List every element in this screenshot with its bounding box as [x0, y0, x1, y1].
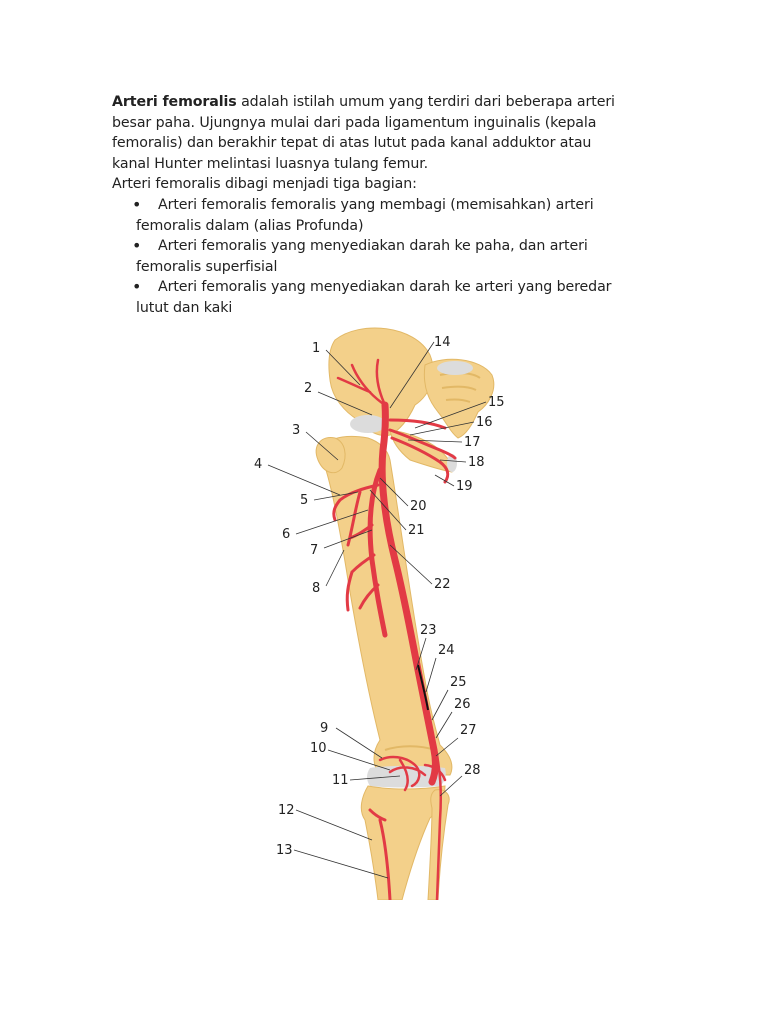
list-item-line-1: Arteri femoralis yang menyediakan darah ke paha, dan arteri	[158, 238, 588, 255]
callout-label-27: 27	[460, 723, 477, 738]
callout-label-9: 9	[320, 721, 329, 736]
division-intro: Arteri femoralis dibagi menjadi tiga bagian:	[112, 176, 417, 193]
callout-label-12: 12	[278, 803, 295, 818]
callout-label-3: 3	[292, 423, 301, 438]
sacral-disc	[437, 361, 473, 375]
callout-label-6: 6	[282, 527, 291, 542]
term-arteri-femoralis: Arteri femoralis	[112, 94, 237, 110]
callout-label-28: 28	[464, 763, 481, 778]
callout-label-5: 5	[300, 493, 309, 508]
callout-label-24: 24	[438, 643, 455, 658]
callout-label-26: 26	[454, 697, 471, 712]
bullet-icon: •	[132, 194, 142, 214]
callout-label-18: 18	[468, 455, 485, 470]
femoral-head-cartilage	[350, 415, 386, 433]
intro-line-2: besar paha. Ujungnya mulai dari pada ligamentum inguinalis (kepala	[112, 114, 597, 131]
leader-line-8	[326, 550, 344, 586]
pelvic-branch-arteries	[390, 420, 455, 482]
callout-label-13: 13	[276, 843, 293, 858]
intro-line-3: femoralis) dan berakhir tepat di atas lutut pada kanal adduktor atau	[112, 135, 592, 152]
callout-label-17: 17	[464, 435, 481, 450]
callout-label-19: 19	[456, 479, 473, 494]
list-item-line-2: femoralis dalam (alias Profunda)	[136, 217, 364, 234]
list-item	[112, 277, 652, 318]
list-item-line-1: Arteri femoralis yang menyediakan darah ke arteri yang beredar	[158, 279, 612, 296]
list-item	[112, 236, 652, 277]
callout-label-11: 11	[332, 773, 349, 788]
callout-label-10: 10	[310, 741, 327, 756]
femoral-artery-illustration	[240, 320, 540, 900]
callout-label-16: 16	[476, 415, 493, 430]
intro-line-4: kanal Hunter melintasi luasnya tulang femur.	[112, 155, 429, 172]
callout-label-8: 8	[312, 581, 321, 596]
callout-label-21: 21	[408, 523, 425, 538]
callout-label-15: 15	[488, 395, 505, 410]
callout-label-23: 23	[420, 623, 437, 638]
callout-label-4: 4	[254, 457, 263, 472]
bullet-icon: •	[132, 236, 142, 256]
parts-list	[112, 195, 652, 319]
list-item-line-2: lutut dan kaki	[136, 299, 233, 316]
callout-label-22: 22	[434, 577, 451, 592]
greater-trochanter	[316, 437, 345, 472]
callout-label-7: 7	[310, 543, 319, 558]
callout-label-20: 20	[410, 499, 427, 514]
intro-line-1: adalah istilah umum yang terdiri dari beberapa arteri	[236, 94, 615, 110]
list-item	[112, 195, 652, 236]
callout-label-14: 14	[434, 335, 451, 350]
article-text	[112, 92, 652, 319]
leader-line-9	[336, 728, 382, 758]
intro-paragraph	[112, 92, 652, 174]
anatomy-svg	[240, 320, 540, 900]
list-item-line-2: femoralis superfisial	[136, 258, 278, 275]
callout-label-2: 2	[304, 381, 313, 396]
leader-line-25	[432, 690, 448, 720]
leader-line-19	[435, 475, 454, 486]
list-item-line-1: Arteri femoralis femoralis yang membagi (memisahkan) arteri	[158, 196, 594, 213]
leader-line-12	[296, 810, 372, 840]
callout-label-1: 1	[312, 341, 321, 356]
leader-line-26	[436, 712, 452, 738]
leader-line-24	[426, 658, 436, 692]
callout-label-25: 25	[450, 675, 467, 690]
bullet-icon: •	[132, 277, 142, 297]
